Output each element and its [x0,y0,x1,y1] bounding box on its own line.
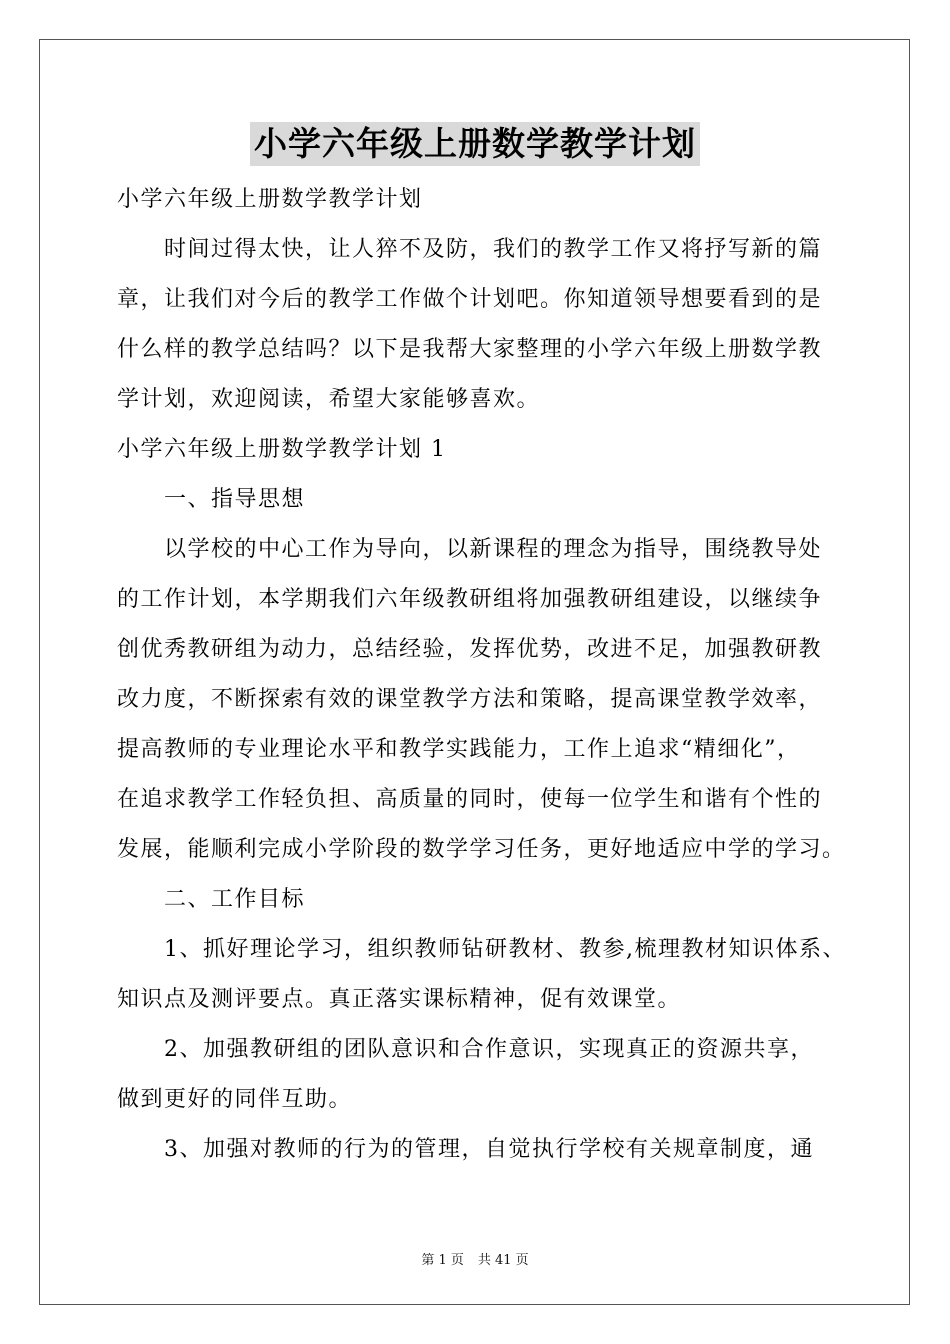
text-line: 改力度，不断探索有效的课堂教学方法和策略，提高课堂教学效率， [117,687,823,712]
page-footer [0,1249,950,1268]
text-line: 的工作计划，本学期我们六年级教研组将加强教研组建设，以继续争 [117,587,823,612]
text-line: 发展，能顺利完成小学阶段的数学学习任务，更好地适应中学的学习。 [117,837,846,862]
text-line: 创优秀教研组为动力，总结经验，发挥优势，改进不足，加强教研教 [117,637,823,662]
text-line: 在追求教学工作轻负担、高质量的同时，使每一位学生和谐有个性的 [117,787,823,812]
text-line: 知识点及测评要点。真正落实课标精神，促有效课堂。 [117,987,682,1012]
text-line: 什么样的教学总结吗？以下是我帮大家整理的小学六年级上册数学教 [117,337,823,362]
text-line: 小学六年级上册数学教学计划 1 [117,437,447,462]
text-line: 时间过得太快，让人猝不及防，我们的教学工作又将抒写新的篇 [164,237,823,262]
page-number: 第 1 页 [421,1253,464,1268]
text-line: 小学六年级上册数学教学计划 [117,187,423,212]
text-line: 一、指导思想 [164,487,306,512]
text-line: 以学校的中心工作为导向，以新课程的理念为指导，围绕教导处 [164,537,823,562]
document-body [117,175,846,1175]
text-line: 二、工作目标 [164,887,306,912]
text-line: 学计划，欢迎阅读，希望大家能够喜欢。 [117,387,541,412]
document-title: 小学六年级上册数学教学计划 [250,122,700,166]
title-container [0,122,950,166]
text-line: 做到更好的同伴互助。 [117,1087,353,1112]
text-line: 3、加强对教师的行为的管理，自觉执行学校有关规章制度，通 [164,1137,814,1162]
text-line: 1、抓好理论学习，组织教师钻研教材、教参,梳理教材知识体系、 [164,937,846,962]
page-total: 共 41 页 [477,1253,529,1268]
text-line: 提高教师的专业理论水平和教学实践能力，工作上追求“精细化”， [117,737,801,762]
text-line: 章，让我们对今后的教学工作做个计划吧。你知道领导想要看到的是 [117,287,823,312]
text-line: 2、加强教研组的团队意识和合作意识，实现真正的资源共享， [164,1037,814,1062]
